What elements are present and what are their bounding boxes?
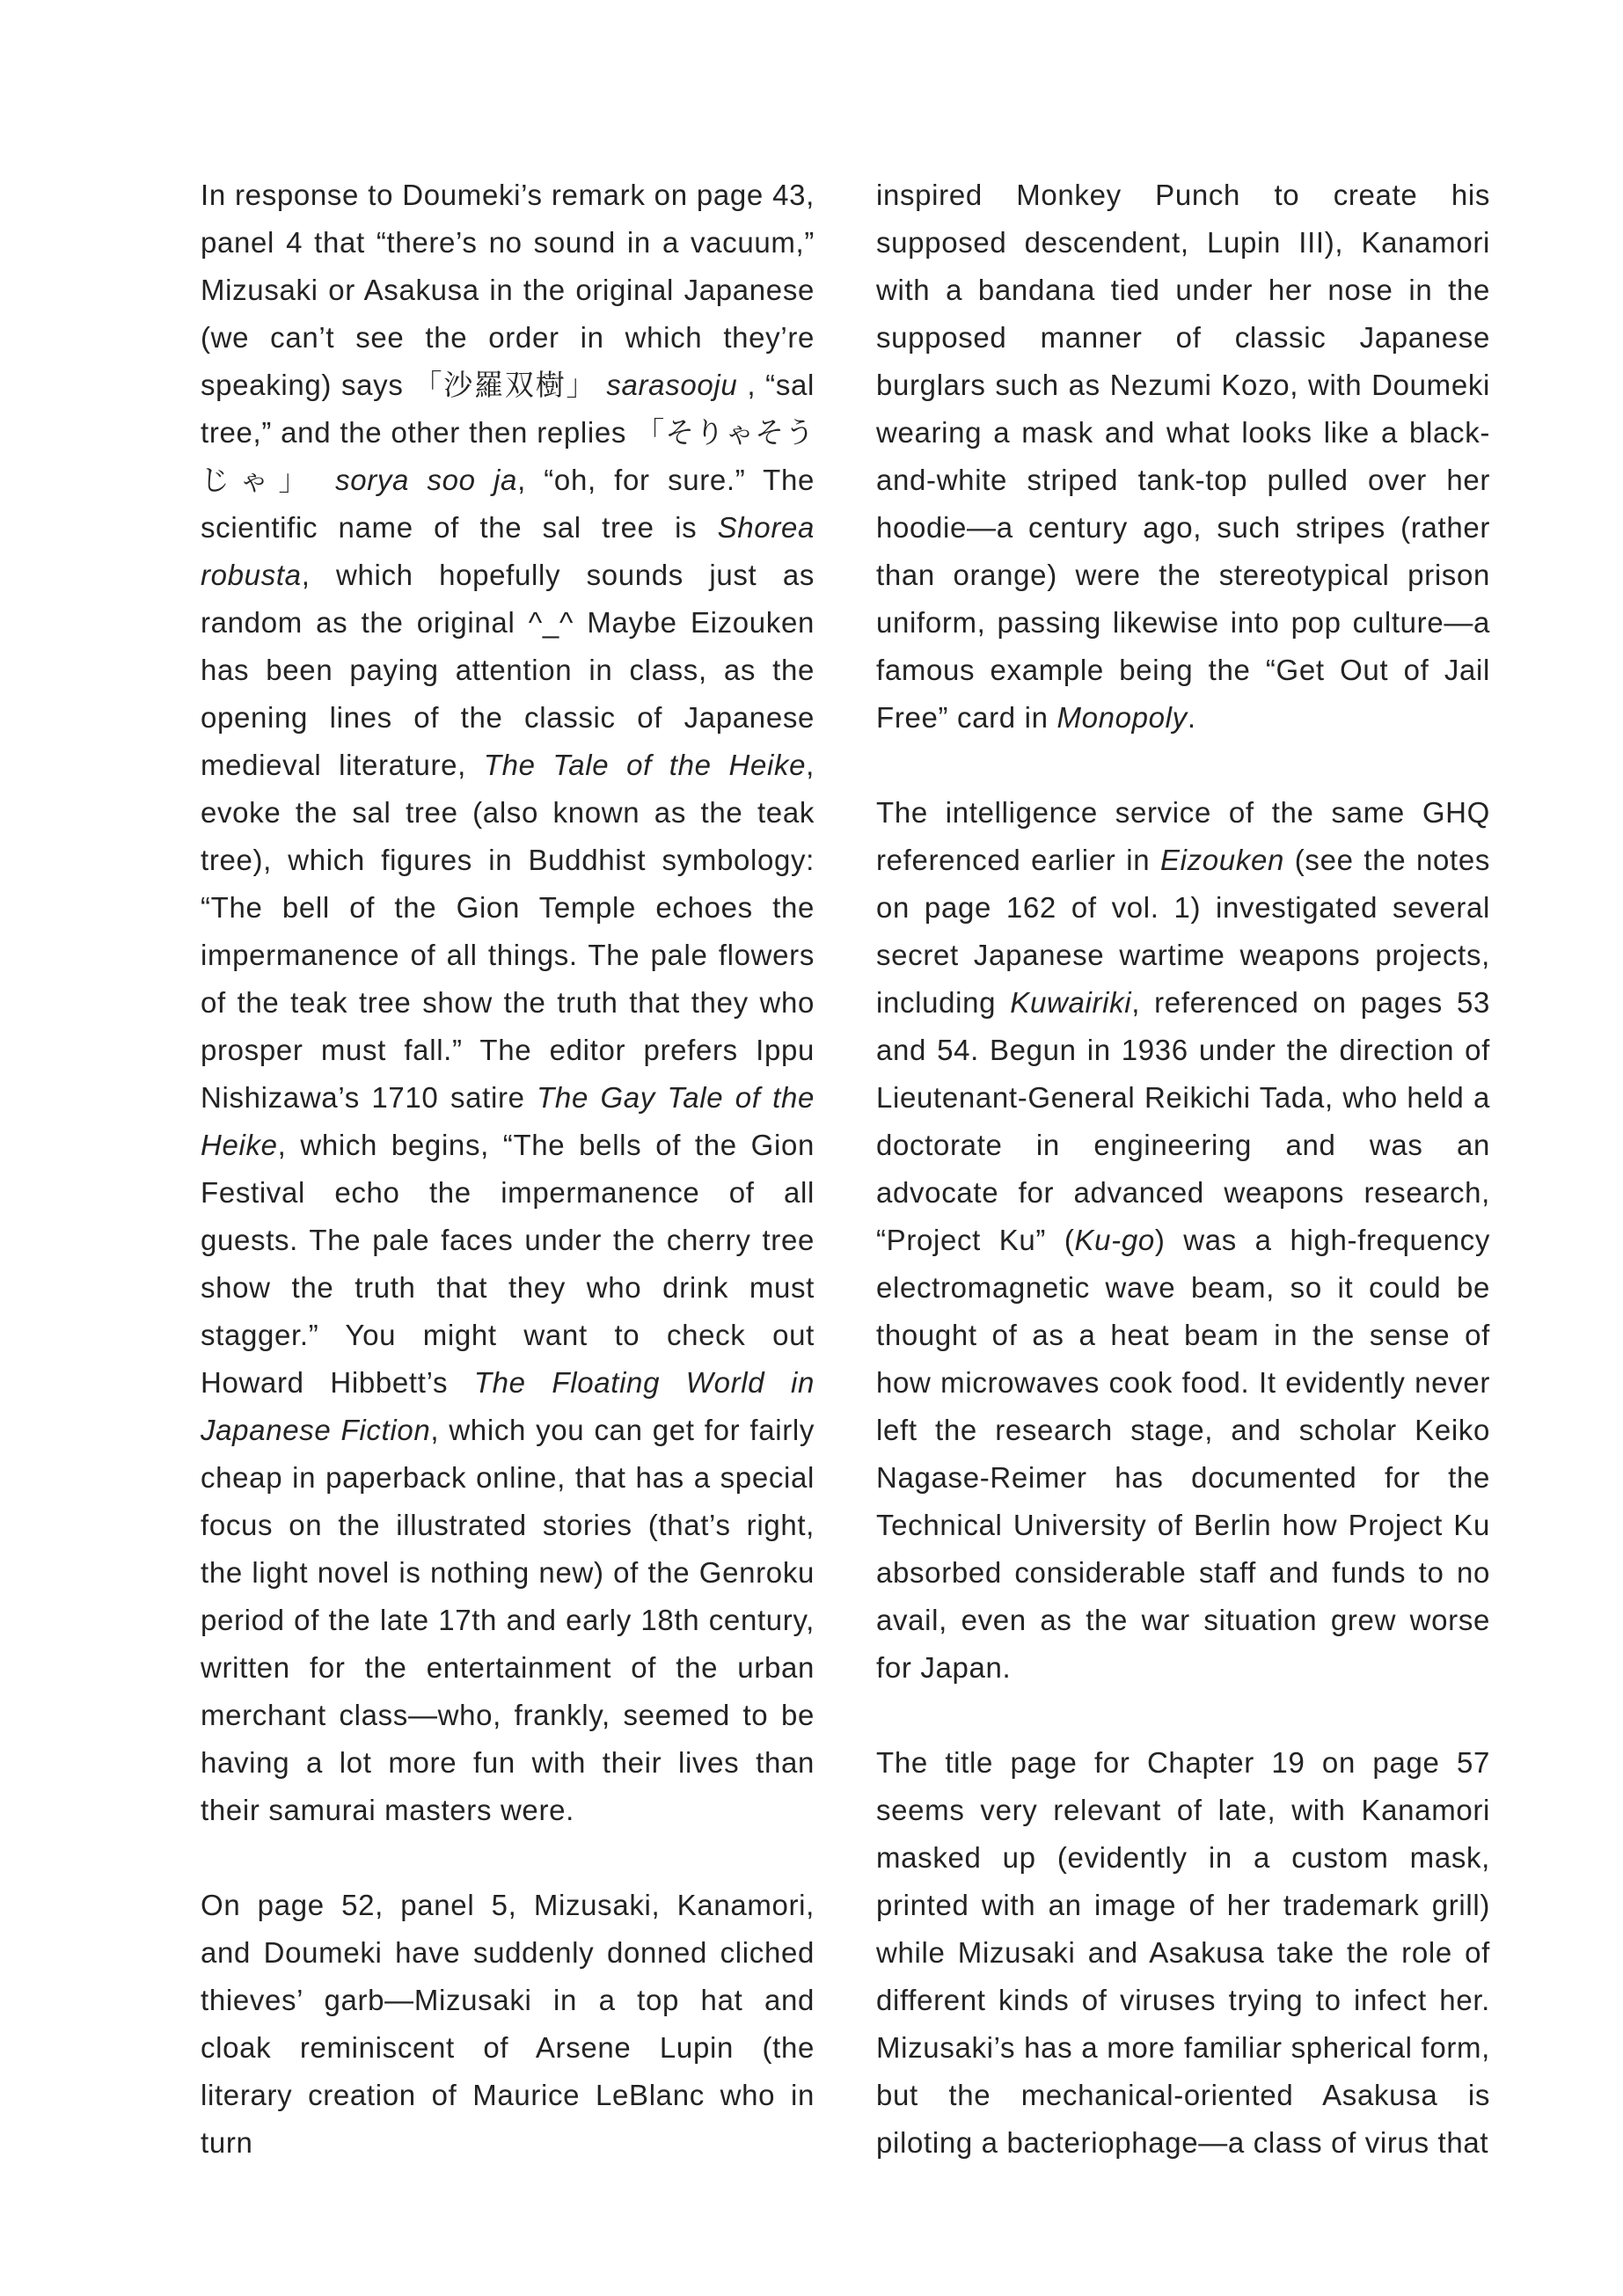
paragraph [876,789,1490,1692]
text-segment: , “oh, for sure.” The scientific name of the sal tree is [201,464,815,544]
paragraph [876,1739,1490,2167]
paragraph [876,172,1490,742]
text-segment: , which you can get for fairly cheap in paperback online, that has a special focus on the illustrated stories (that’s right, the light novel is nothing new) of the Genroku period of the late 17th and early 18th century, written for the entertainment of the urban merchant class—who, frankly, seemed to be having a lot more fun with their lives than their samurai masters were. [201,1414,815,1826]
paragraph [201,172,815,1834]
text-segment: . [1187,701,1196,734]
text-segment: inspired Monkey Punch to create his supposed descendent, Lupin III), Kanamori with a bandana tied under her nose in the supposed manner of classic Japanese burglars such as Nezumi Kozo, with Doumeki wearing a mask and what looks like a black-and-white striped tank-top pulled over her hoodie—a century ago, such stripes (rather than orange) were the stereotypical prison uniform, passing likewise into pop culture—a famous example being the “Get Out of Jail Free” card in [876,179,1490,734]
italic-text-segment: The Gay Tale of the Heike [201,1081,815,1161]
italic-text-segment: sarasooju [606,369,738,401]
text-segment: The title page for Chapter 19 on page 57 seems very relevant of late, with Kanamori masked up (evidently in a custom mask, printed with an image of her trademark grill) while Mizusaki and Asakusa take the role of different kinds of viruses trying to infect her. Mizusaki’s has a more familiar spherical form, but the mechanical-oriented Asakusa is piloting a bacteriophage—a class of virus that [876,1746,1490,2159]
italic-text-segment: sorya soo ja [335,464,518,496]
text-segment: , “sal tree,” and the other then replies 「そりゃそうじゃ」 [201,369,815,496]
italic-text-segment: Ku-go [1074,1224,1155,1256]
text-segment: , referenced on pages 53 and 54. Begun in 1936 under the direction of Lieutenant-General Reikichi Tada, who held a doctorate in engineering and was an advocate for advanced weapons research, “Project Ku” ( [876,986,1490,1256]
text-segment: , which hopefully sounds just as random as the original ^_^ Maybe Eizouken has been paying attention in class, as the opening lines of the classic of Japanese medieval literature, [201,559,815,781]
paragraph [201,1882,815,2167]
text-segment: , which begins, “The bells of the Gion Festival echo the impermanence of all guests. The pale faces under the cherry tree show the truth that they who drink must stagger.” You might want to check out Howard Hibbett’s [201,1129,815,1399]
italic-text-segment: Eizouken [1159,844,1285,876]
text-segment: ) was a high-frequency electromagnetic wave beam, so it could be thought of as a heat beam in the sense of how microwaves cook food. It evidently never left the research stage, and scholar Keiko Nagase-Reimer has documented for the Technical University of Berlin how Project Ku absorbed considerable staff and funds to no avail, even as the war situation grew worse for Japan. [876,1224,1490,1684]
italic-text-segment: Shorea robusta [201,511,815,591]
text-segment: The intelligence service of the same GHQ referenced earlier in [876,796,1490,876]
text-segment: , evoke the sal tree (also known as the teak tree), which figures in Buddhist symbology: “The bell of the Gion Temple echoes the impermanence of all things. The pale flowers of the teak tree show the truth that they who prosper must fall.” The editor prefers Ippu Nishizawa’s 1710 satire [201,749,815,1114]
italic-text-segment: The Tale of the Heike [483,749,807,781]
italic-text-segment: Monopoly [1056,701,1188,734]
left-column [201,172,815,2167]
right-column [876,172,1490,2167]
text-segment: (see the notes on page 162 of vol. 1) investigated several secret Japanese wartime weapons projects, including [876,844,1490,1019]
italic-text-segment: Kuwairiki [1010,986,1132,1019]
text-columns [201,172,1490,2167]
italic-text-segment: The Floating World in Japanese Fiction [201,1366,815,1446]
text-segment: In response to Doumeki’s remark on page 43, panel 4 that “there’s no sound in a vacuum,” Mizusaki or Asakusa in the original Japanese (we can’t see the order in which they’re speaking) says 「沙羅双樹」 [201,179,815,401]
text-segment: On page 52, panel 5, Mizusaki, Kanamori, and Doumeki have suddenly donned cliched thieves’ garb—Mizusaki in a top hat and cloak reminiscent of Arsene Lupin (the literary creation of Maurice LeBlanc who in turn [201,1889,815,2159]
